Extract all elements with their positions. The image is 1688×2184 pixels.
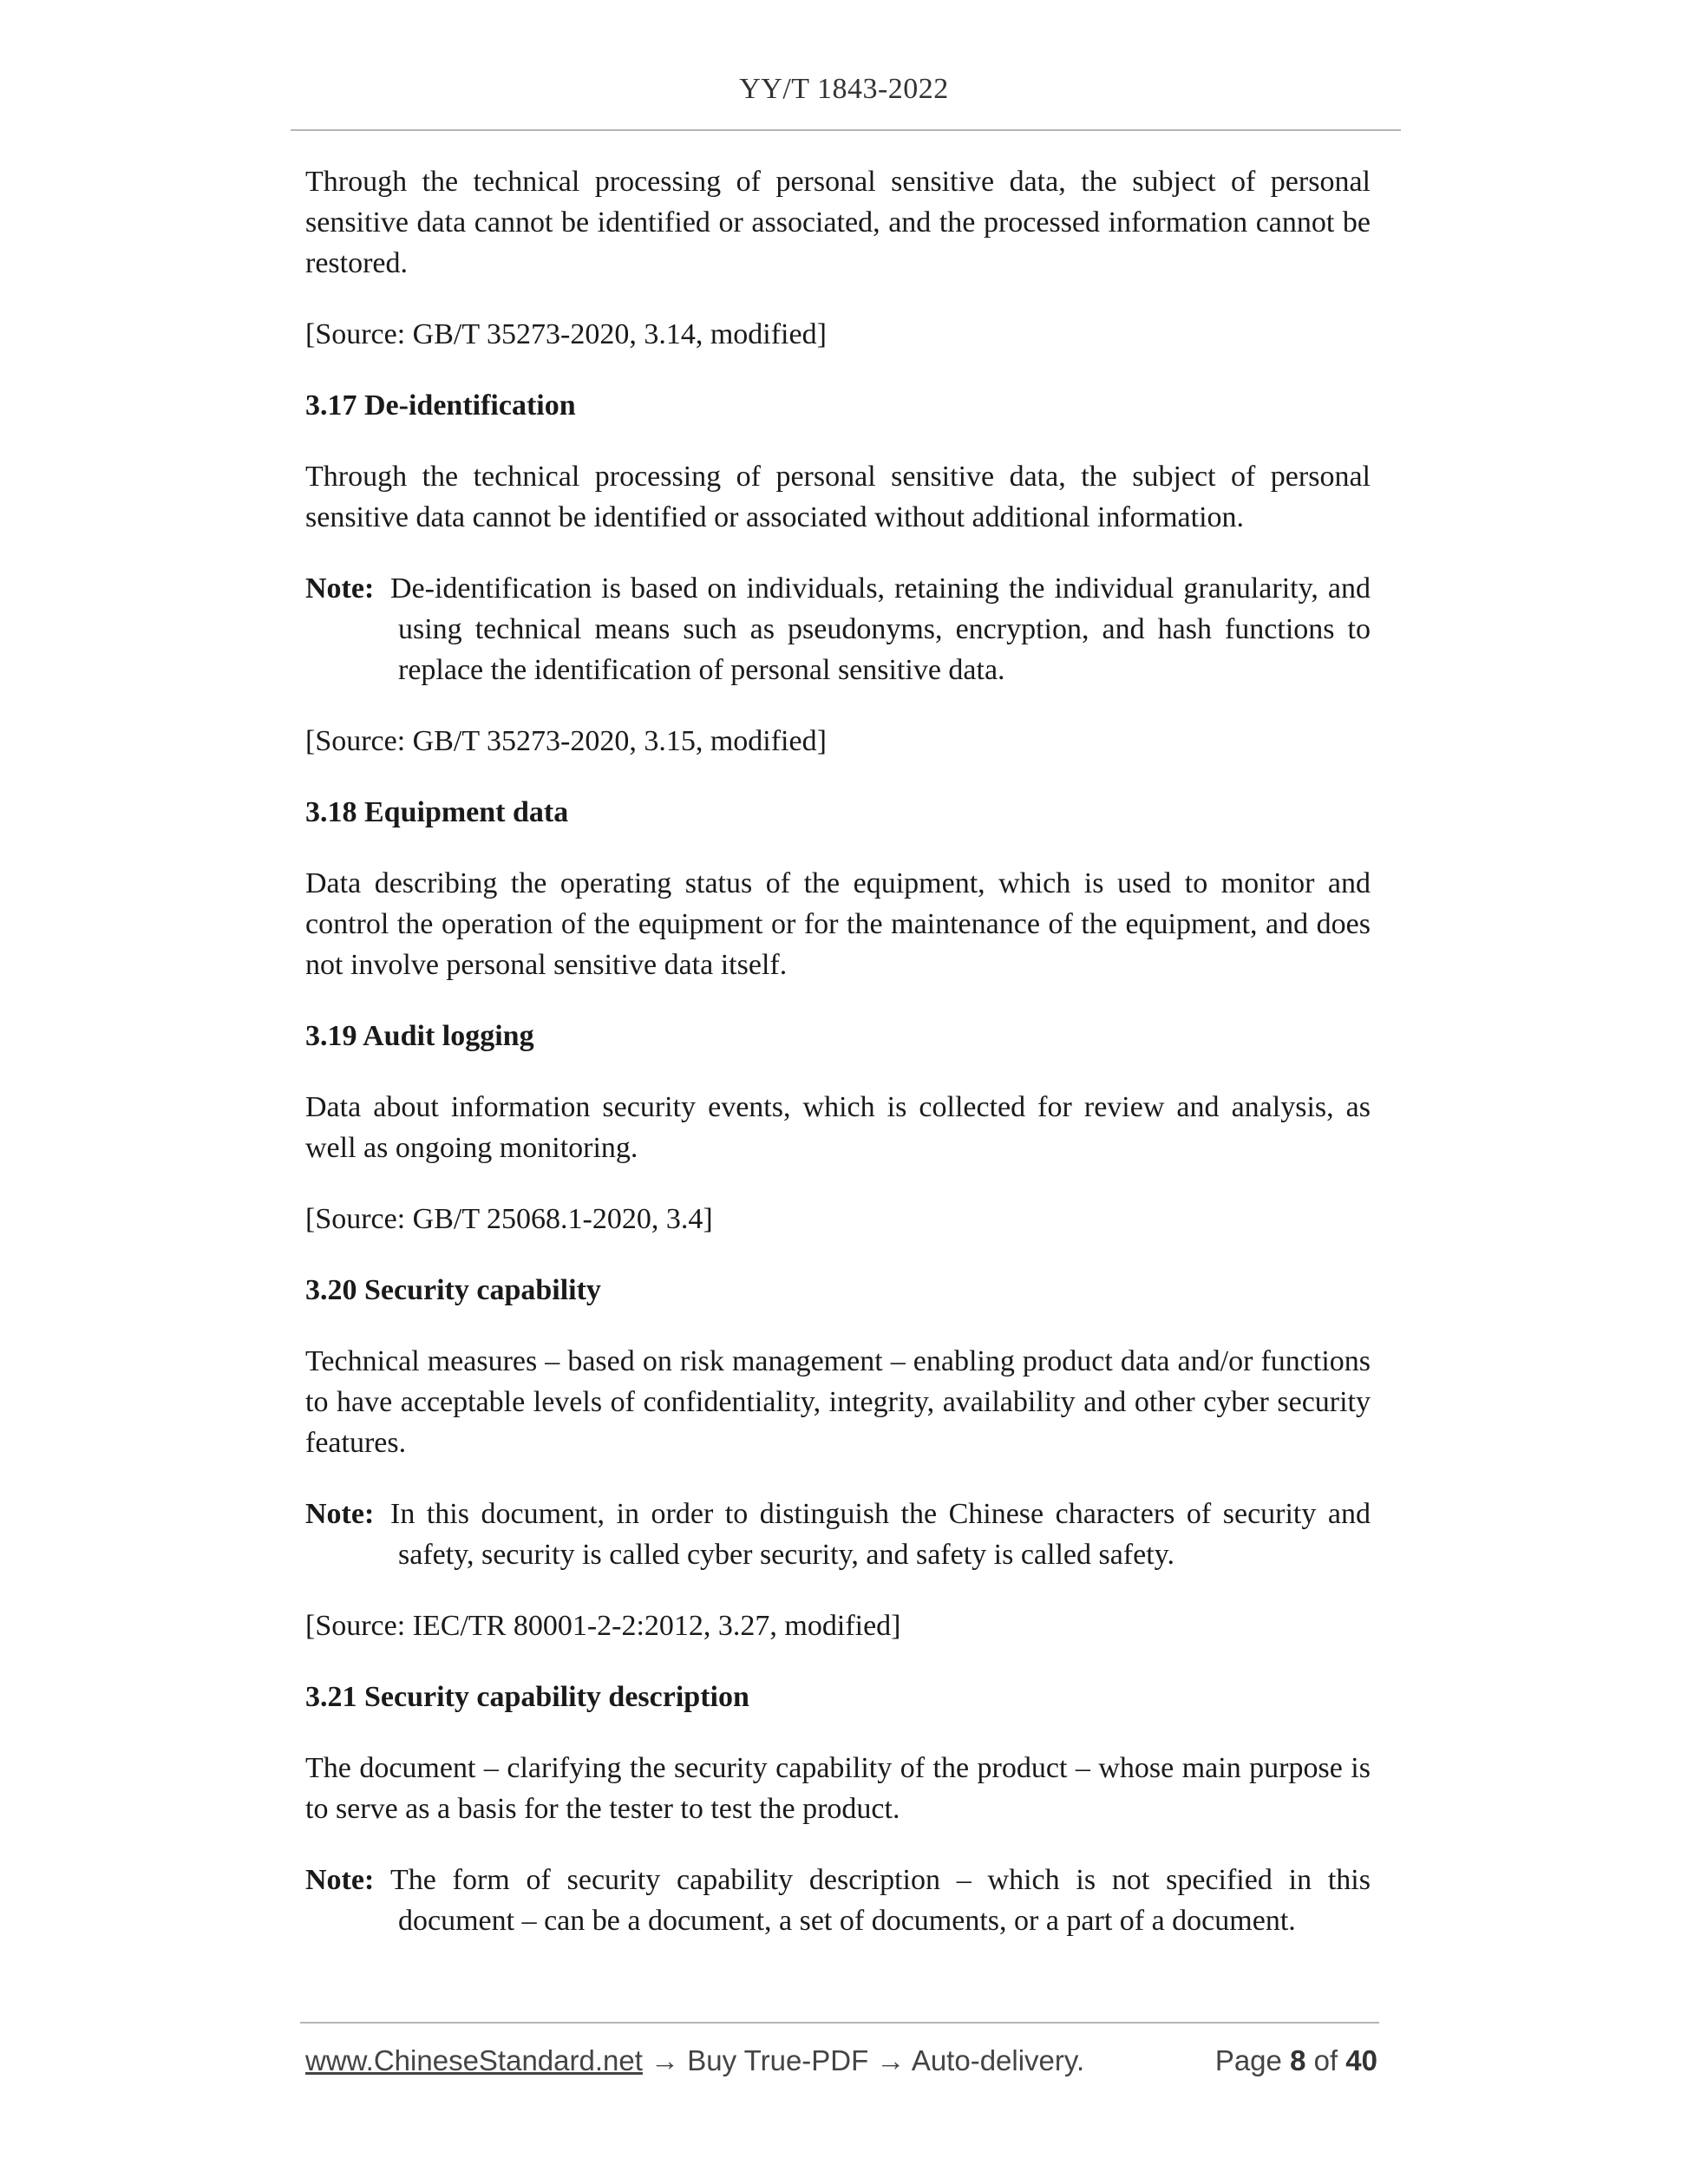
note-text: De-identification is based on individuals, retaining the individual granularity, and using technical means such as pseudonyms, encryption, and hash functions to replace the identification of personal sensitive data. xyxy=(390,572,1371,686)
page-content xyxy=(305,161,1371,1971)
note-3-21: Note: The form of security capability description – which is not specified in this document – can be a document, a set of documents, or a part of a document. xyxy=(305,1864,1371,1937)
note-text: The form of security capability description – which is not specified in this document – can be a document, a set of documents, or a part of a document. xyxy=(390,1864,1371,1937)
paragraph-3-20-definition: Technical measures – based on risk management – enabling product data and/or functions to have acceptable levels of confidentiality, integrity, availability and other cyber security features. xyxy=(305,1345,1371,1459)
paragraph-3-21-definition: The document – clarifying the security capability of the product – whose main purpose is to serve as a basis for the tester to test the product. xyxy=(305,1752,1371,1825)
footer-promo xyxy=(305,2044,1084,2077)
footer-divider xyxy=(300,2022,1379,2024)
source-3-16: [Source: GB/T 35273-2020, 3.14, modified] xyxy=(305,318,827,350)
paragraph-3-18-definition: Data describing the operating status of the equipment, which is used to monitor and control the operation of the equipment or for the maintenance of the equipment, and does not involve personal sensitive data itself. xyxy=(305,867,1371,981)
heading-3-20: 3.20 Security capability xyxy=(305,1274,601,1306)
page-label: Page xyxy=(1214,2044,1291,2076)
heading-3-18: 3.18 Equipment data xyxy=(305,796,569,828)
page-header-title: YY/T 1843-2022 xyxy=(739,73,949,105)
source-3-17: [Source: GB/T 35273-2020, 3.15, modified] xyxy=(305,725,827,757)
heading-3-17: 3.17 De-identification xyxy=(305,389,576,422)
page-footer xyxy=(305,2044,1377,2084)
page-total: 40 xyxy=(1345,2044,1377,2076)
note-text: In this document, in order to distinguish the Chinese characters of security and safety, security is called cyber security, and safety is called safety. xyxy=(390,1498,1371,1571)
page-current: 8 xyxy=(1290,2044,1306,2076)
page-number xyxy=(1215,2044,1377,2077)
footer-promo-text: → Buy True-PDF → Auto-delivery. xyxy=(642,2044,1085,2076)
source-3-19: [Source: GB/T 25068.1-2020, 3.4] xyxy=(305,1203,713,1235)
note-3-20: Note: In this document, in order to distinguish the Chinese characters of security and safety, security is called cyber security, and safety is called safety. xyxy=(305,1498,1371,1571)
chinesestandard-link[interactable]: www.ChineseStandard.net xyxy=(305,2044,643,2076)
source-3-20: [Source: IEC/TR 80001-2-2:2012, 3.27, modified] xyxy=(305,1610,901,1642)
header-divider xyxy=(291,129,1401,131)
paragraph-3-16-definition: Through the technical processing of personal sensitive data, the subject of personal sensitive data cannot be identified or associated, and the processed information cannot be restored. xyxy=(305,166,1371,279)
page-of-label: of xyxy=(1305,2044,1346,2076)
heading-3-21: 3.21 Security capability description xyxy=(305,1681,749,1713)
paragraph-3-19-definition: Data about information security events, which is collected for review and analysis, as well as ongoing monitoring. xyxy=(305,1091,1371,1164)
heading-3-19: 3.19 Audit logging xyxy=(305,1020,534,1052)
paragraph-3-17-definition: Through the technical processing of personal sensitive data, the subject of personal sensitive data cannot be identified or associated without additional information. xyxy=(305,461,1371,533)
note-3-17: Note: De-identification is based on individuals, retaining the individual granularity, and using technical means such as pseudonyms, encryption, and hash functions to replace the identification of personal sensitive data. xyxy=(305,572,1371,686)
